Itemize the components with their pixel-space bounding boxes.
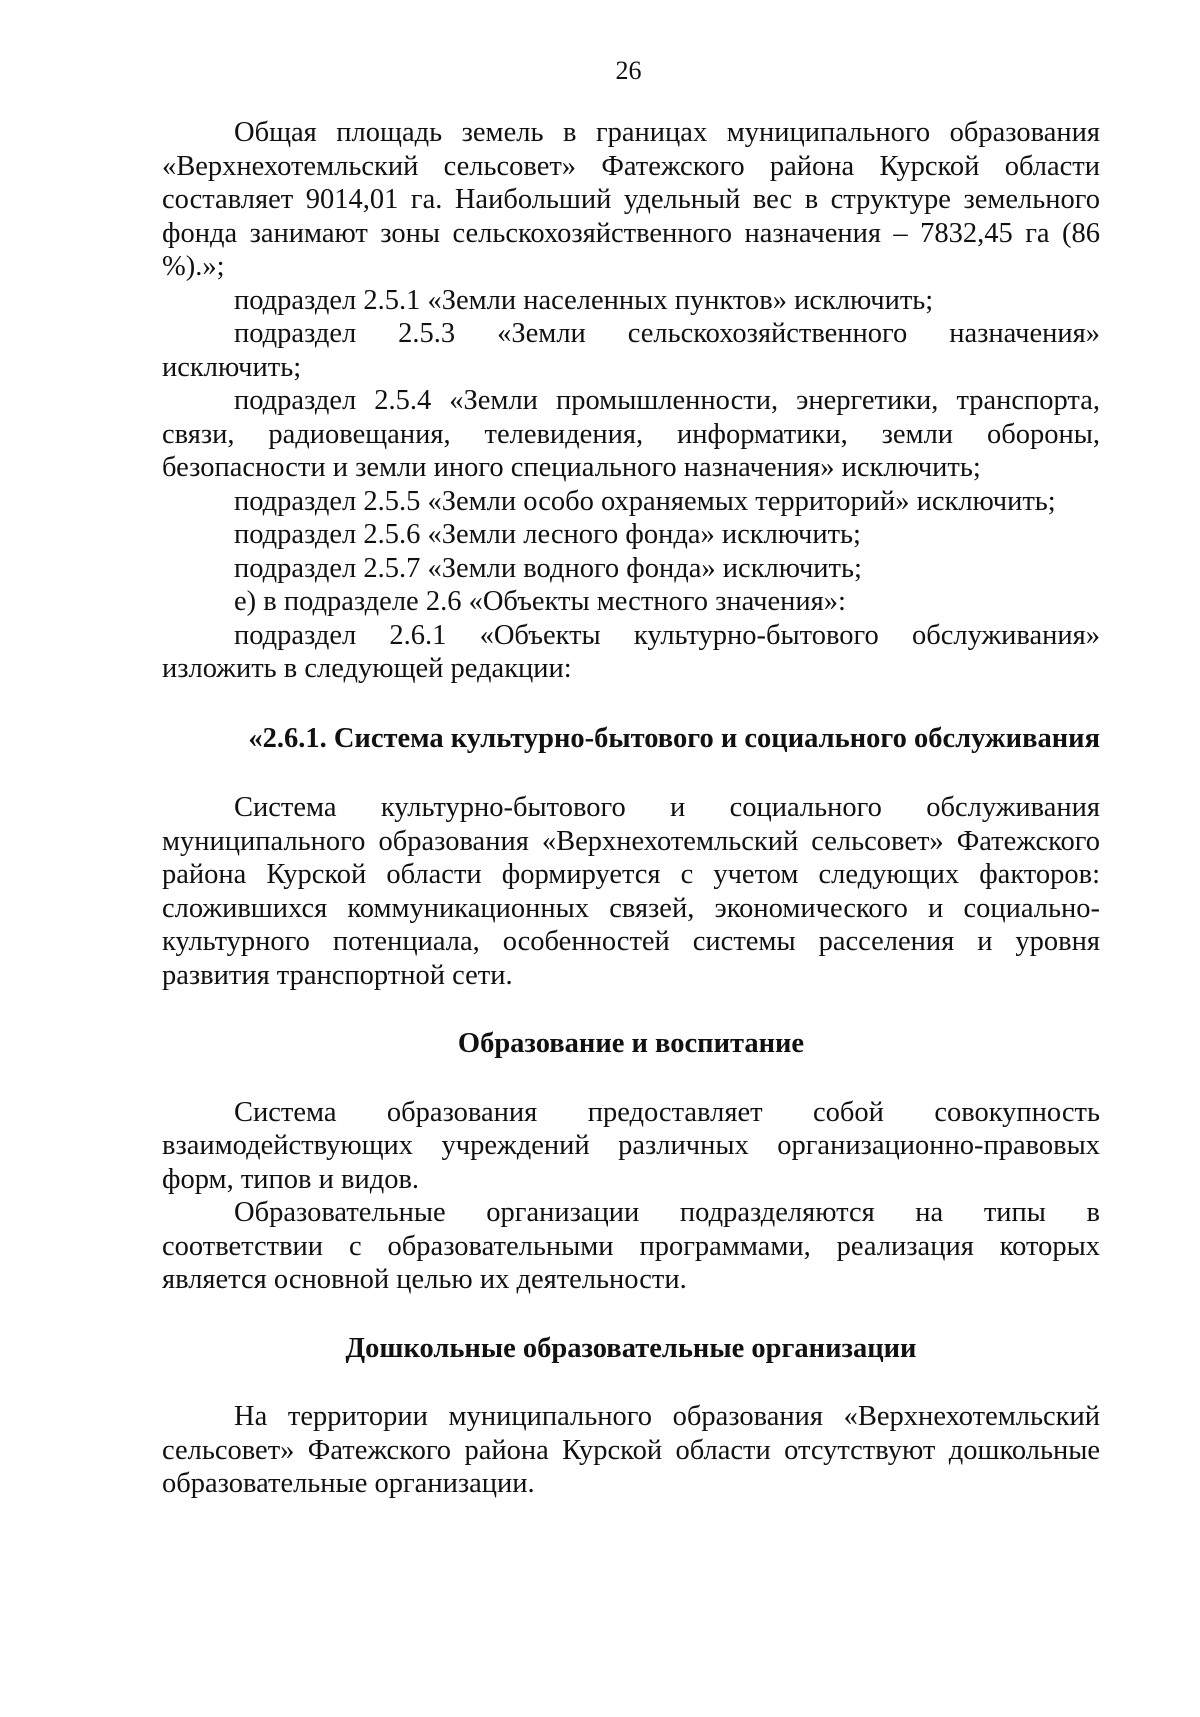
paragraph-total-land-area: Общая площадь земель в границах муниципального образования «Верхнехотемльский сельсовет» Фатежского района Курской области составляет 9014,01 га. Наибольший удельный вес в структуре земельного фонда занимают зоны сельскохозяйственного назначения – 7832,45 га (86 %).»; xyxy=(162,117,1100,282)
paragraph-subsection-2-5-1: подраздел 2.5.1 «Земли населенных пунктов» исключить; xyxy=(234,284,934,316)
heading-preschool: Дошкольные образовательные организации xyxy=(345,1332,917,1364)
heading-education: Образование и воспитание xyxy=(457,1028,805,1059)
page-number: 26 xyxy=(615,56,642,85)
paragraph-educational-organizations: Образовательные организации подразделяются на типы в соответствии с образовательными программами, реализация которых является основной целью их деятельности. xyxy=(162,1197,1100,1295)
paragraph-subsection-2-6-1: подраздел 2.6.1 «Объекты культурно-бытового обслуживания» изложить в следующей редакции: xyxy=(162,619,1100,684)
paragraph-cultural-service-system: Система культурно-бытового и социального обслуживания муниципального образования «Верхнехотемльский сельсовет» Фатежского района Курской области формируется с учетом следующих факторов: сложившихся коммуникационных связей, экономического и социально-культурного потенциала, особенностей системы расселения и уровня развития транспортной сети. xyxy=(162,792,1100,991)
paragraph-education-system: Система образования предоставляет собой совокупность взаимодействующих учреждений различных организационно-правовых форм, типов и видов. xyxy=(162,1096,1100,1195)
paragraph-subsection-2-5-3: подраздел 2.5.3 «Земли сельскохозяйственного назначения» исключить; xyxy=(162,318,1100,383)
paragraph-subsection-2-5-5: подраздел 2.5.5 «Земли особо охраняемых территорий» исключить; xyxy=(234,485,1056,517)
paragraph-preschool-absence: На территории муниципального образования «Верхнехотемльский сельсовет» Фатежского района Курской области отсутствуют дошкольные образовательные организации. xyxy=(162,1401,1100,1499)
paragraph-item-e: е) в подразделе 2.6 «Объекты местного значения»: xyxy=(234,586,846,617)
paragraph-subsection-2-5-7: подраздел 2.5.7 «Земли водного фонда» исключить; xyxy=(234,552,862,584)
paragraph-subsection-2-5-4: подраздел 2.5.4 «Земли промышленности, энергетики, транспорта, связи, радиовещания, телевидения, информатики, земли обороны, безопасности и земли иного специального назначения» исключить; xyxy=(162,385,1100,483)
section-heading-2-6-1: «2.6.1. Система культурно-бытового и социального обслуживания xyxy=(248,722,1100,754)
document-body xyxy=(162,116,1100,1501)
paragraph-subsection-2-5-6: подраздел 2.5.6 «Земли лесного фонда» исключить; xyxy=(234,519,861,550)
